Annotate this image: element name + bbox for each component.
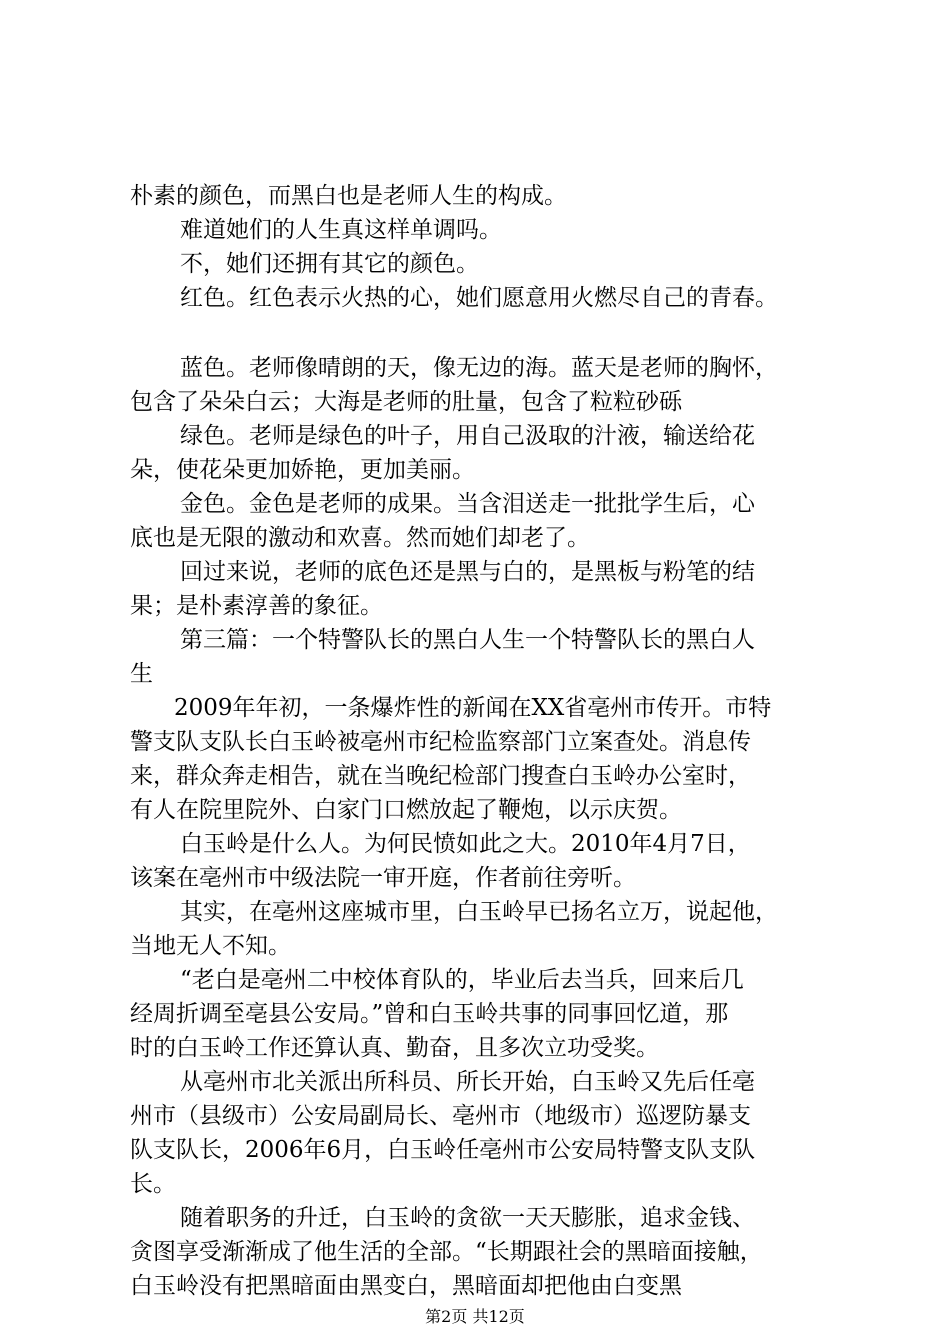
text-line: 长。	[130, 1171, 176, 1197]
text-line: 不，她们还拥有其它的颜色。	[180, 251, 479, 277]
text-line: 底也是无限的激动和欢喜。然而她们却老了。	[130, 525, 590, 551]
text-line: 贪图享受渐渐成了他生活的全部。“长期跟社会的黑暗面接触，	[130, 1239, 763, 1265]
text-line: 该案在亳州市中级法院一审开庭，作者前往旁听。	[130, 865, 636, 891]
text-line: 朵，使花朵更加娇艳，更加美丽。	[130, 457, 475, 483]
text-line: 红色。红色表示火热的心，她们愿意用火燃尽自己的青春。	[180, 285, 778, 311]
text-line: 果；是朴素淳善的象征。	[130, 593, 383, 619]
text-line: 金色。金色是老师的成果。当含泪送走一批批学生后，心	[180, 491, 755, 517]
text-line: 回过来说，老师的底色还是黑与白的，是黑板与粉笔的结	[180, 559, 755, 585]
text-line: 州市（县级市）公安局副局长、亳州市（地级市）巡逻防暴支	[130, 1103, 751, 1129]
text-line: 随着职务的升迁，白玉岭的贪欲一天天膨胀，追求金钱、	[180, 1205, 755, 1231]
text-line: 朴素的颜色，而黑白也是老师人生的构成。	[130, 183, 567, 209]
text-line: 警支队支队长白玉岭被亳州市纪检监察部门立案查处。消息传	[130, 729, 751, 755]
text-line: 2009年年初，一条爆炸性的新闻在XX省亳州市传开。市特	[174, 695, 772, 721]
text-line: “老白是亳州二中校体育队的，毕业后去当兵，回来后几	[180, 967, 744, 993]
text-line: 其实，在亳州这座城市里，白玉岭早已扬名立万，说起他，	[180, 899, 778, 925]
text-line: 蓝色。老师像晴朗的天，像无边的海。蓝天是老师的胸怀，	[180, 355, 778, 381]
text-line: 白玉岭是什么人。为何民愤如此之大。2010年4月7日，	[180, 831, 751, 857]
section-heading: 第三篇：一个特警队长的黑白人生一个特警队长的黑白人	[180, 627, 755, 653]
text-line: 来，群众奔走相告，就在当晚纪检部门搜查白玉岭办公室时，	[130, 763, 751, 789]
text-line: 从亳州市北关派出所科员、所长开始，白玉岭又先后任亳	[180, 1069, 755, 1095]
text-line: 白玉岭没有把黑暗面由黑变白，黑暗面却把他由白变黑	[130, 1273, 682, 1299]
text-line: 绿色。老师是绿色的叶子，用自己汲取的汁液，输送给花	[180, 423, 755, 449]
text-line: 当地无人不知。	[130, 933, 291, 959]
text-line: 难道她们的人生真这样单调吗。	[180, 217, 502, 243]
text-line: 时的白玉岭工作还算认真、勤奋，且多次立功受奖。	[130, 1035, 659, 1061]
text-line: 经周折调至亳县公安局。”曾和白玉岭共事的同事回忆道，那	[130, 1001, 729, 1027]
page-footer: 第2页 共12页	[425, 1307, 525, 1326]
text-line: 队支队长，2006年6月，白玉岭任亳州市公安局特警支队支队	[130, 1137, 756, 1163]
section-heading: 生	[130, 661, 153, 687]
text-line: 包含了朵朵白云；大海是老师的肚量，包含了粒粒砂砾	[130, 389, 682, 415]
text-line: 有人在院里院外、白家门口燃放起了鞭炮，以示庆贺。	[130, 797, 682, 823]
